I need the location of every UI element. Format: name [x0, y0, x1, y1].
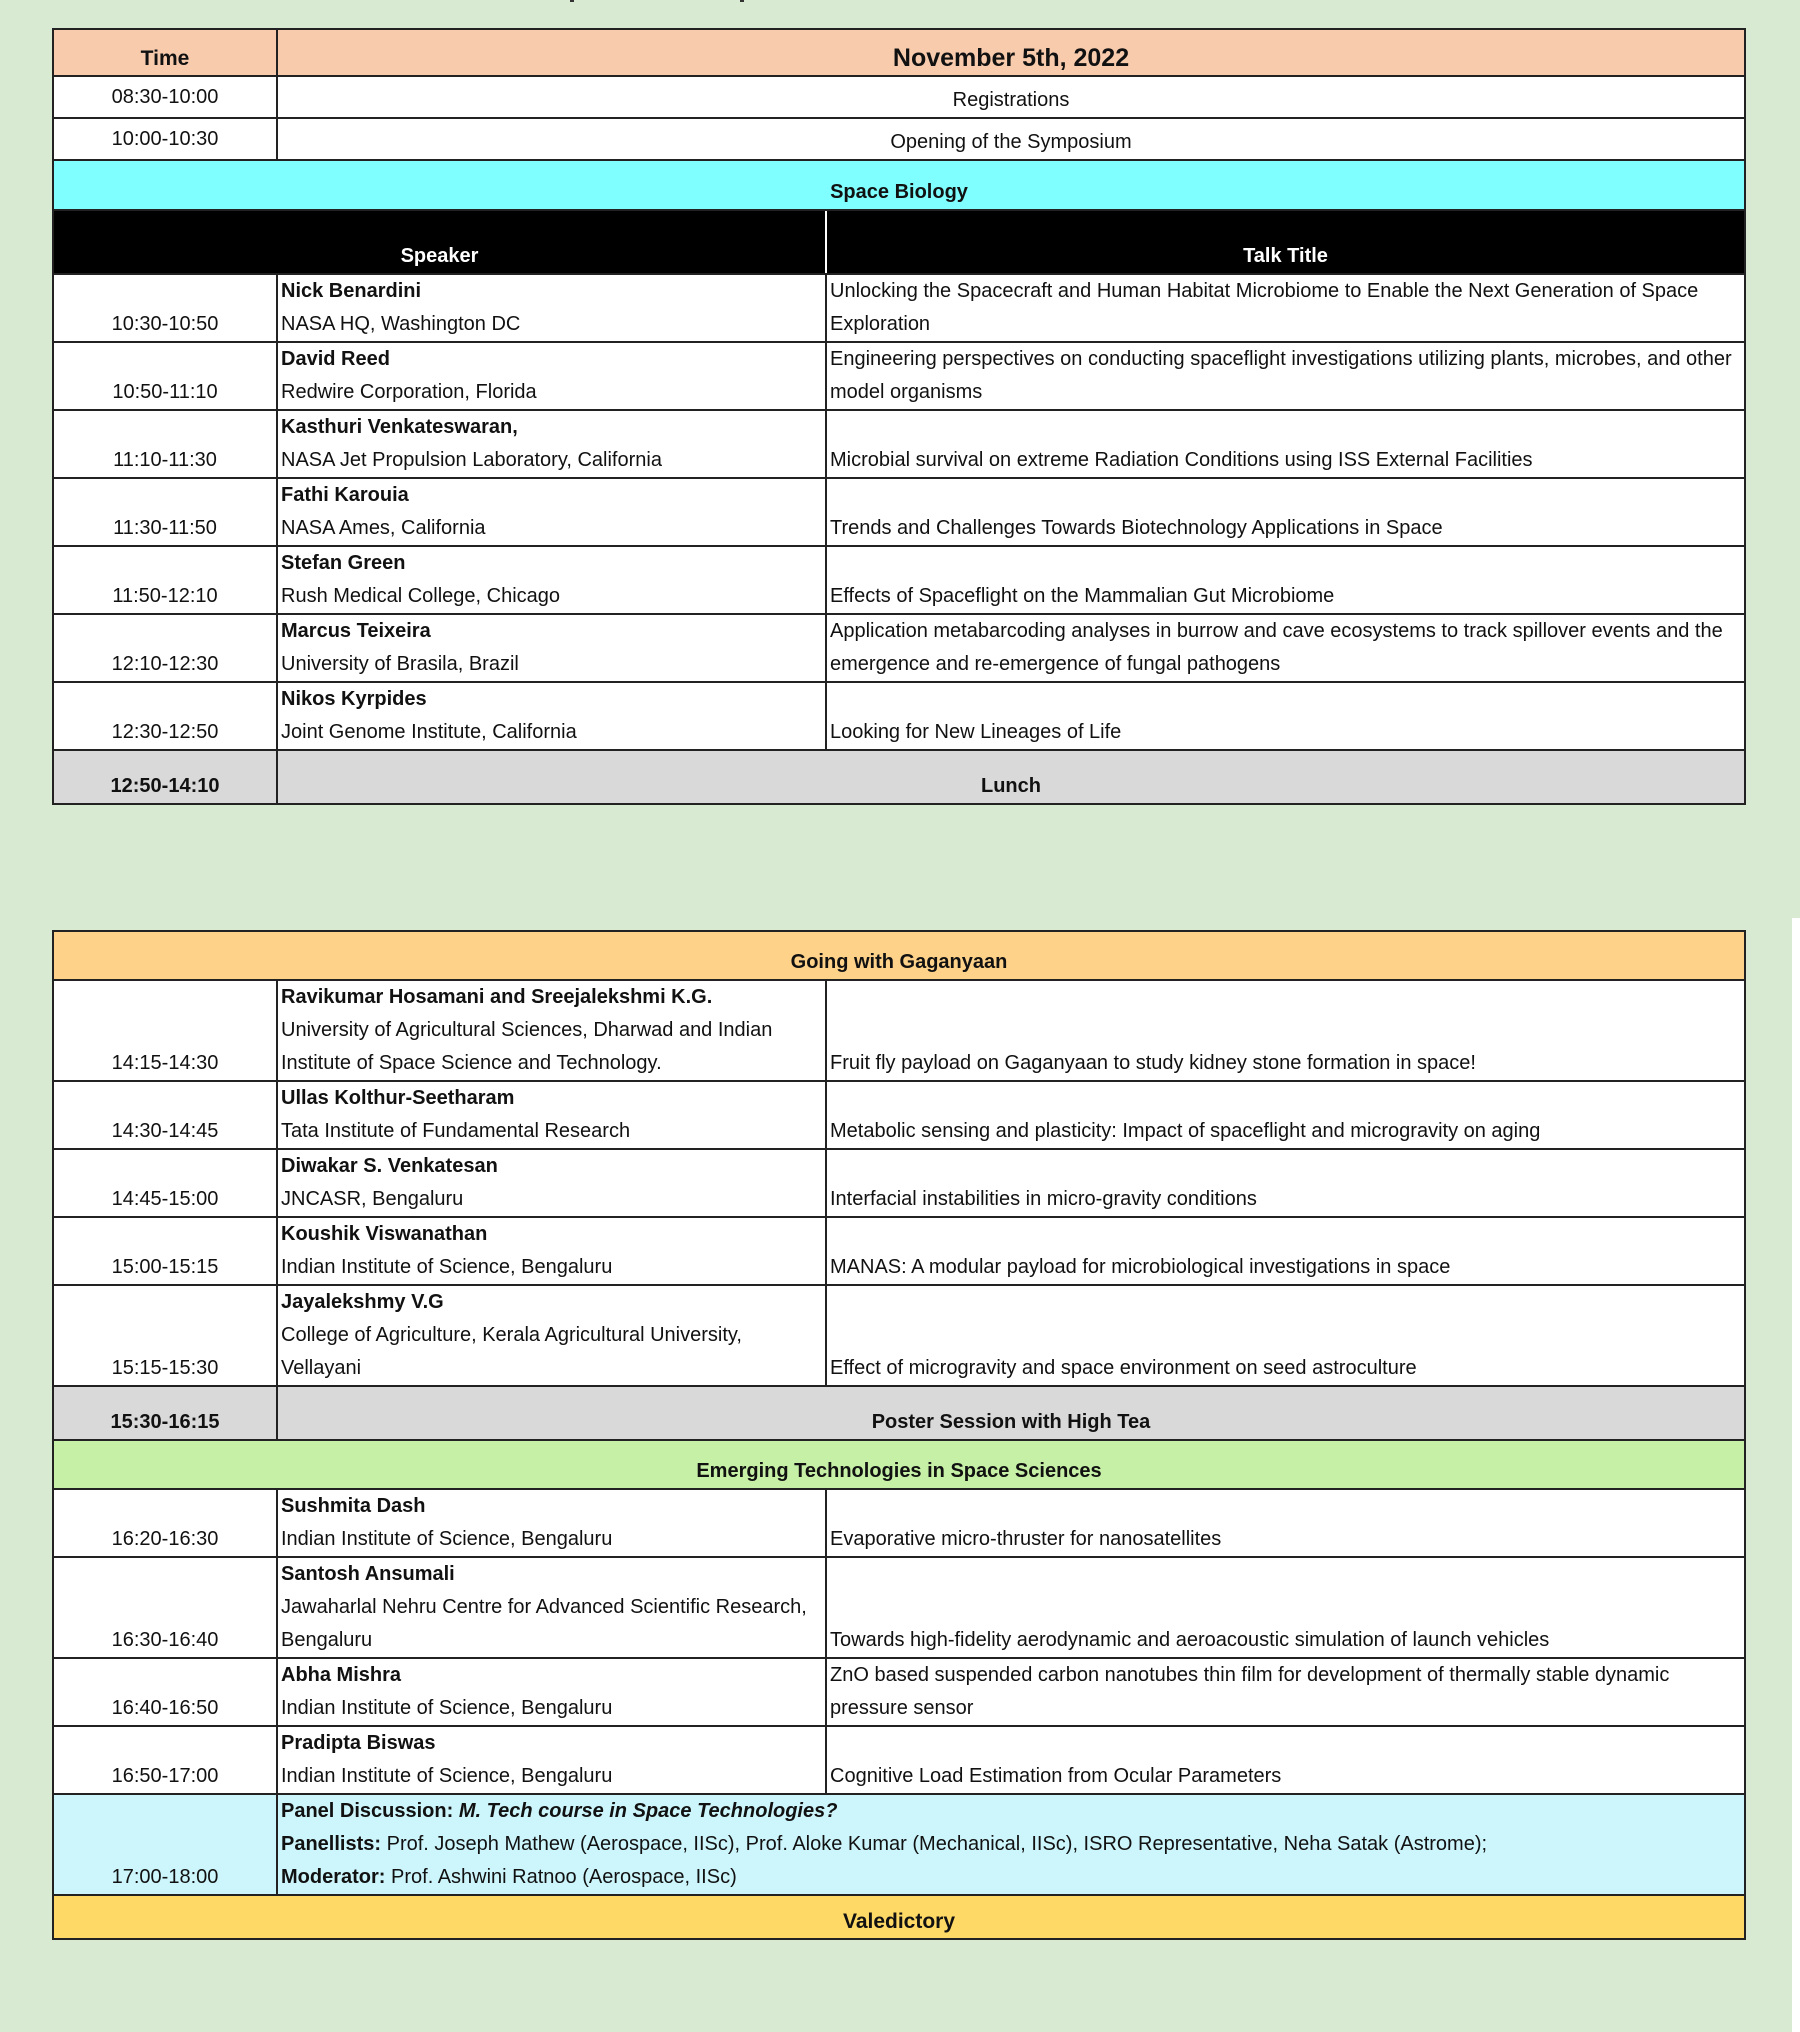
speaker-name: David Reed: [281, 348, 390, 370]
speaker-cell: [277, 342, 826, 410]
speaker-affiliation: Indian Institute of Science, Bengaluru: [281, 1528, 613, 1550]
session-title: Space Biology: [53, 160, 1745, 210]
speaker-cell: [277, 614, 826, 682]
time-cell: 16:40-16:50: [53, 1658, 277, 1726]
speaker-name: Marcus Teixeira: [281, 620, 431, 642]
schedule-table-morning: [52, 28, 1746, 805]
time-cell: 14:45-15:00: [53, 1149, 277, 1217]
break-label: Lunch: [277, 750, 1745, 804]
speaker-affiliation: NASA HQ, Washington DC: [281, 313, 521, 335]
speaker-cell: [277, 1489, 826, 1557]
panellists-label: Panellists:: [281, 1833, 382, 1855]
talk-row: [53, 1149, 1745, 1217]
space-biology-talks: [53, 274, 1745, 750]
speaker-affiliation: Indian Institute of Science, Bengaluru: [281, 1765, 613, 1787]
talk-title-column-header: Talk Title: [826, 210, 1745, 274]
time-cell: 12:50-14:10: [53, 750, 277, 804]
session-header-row: [53, 1440, 1745, 1489]
talk-row: [53, 546, 1745, 614]
closing-label: Valedictory: [53, 1895, 1745, 1939]
talk-title: Effect of microgravity and space environment on seed astroculture: [826, 1285, 1745, 1386]
speaker-name: Koushik Viswanathan: [281, 1223, 488, 1245]
session-header-row: [53, 160, 1745, 210]
time-cell: 16:30-16:40: [53, 1557, 277, 1658]
moderator: Prof. Ashwini Ratnoo (Aerospace, IISc): [391, 1866, 737, 1888]
time-cell: 14:30-14:45: [53, 1081, 277, 1149]
panel-topic-line: [281, 1795, 1741, 1828]
talk-row: [53, 614, 1745, 682]
valedictory-row: [53, 1895, 1745, 1939]
speaker-affiliation: NASA Jet Propulsion Laboratory, California: [281, 449, 662, 471]
speaker-affiliation: Jawaharlal Nehru Centre for Advanced Scientific Research, Bengaluru: [281, 1596, 807, 1651]
speaker-cell: [277, 546, 826, 614]
panel-topic: M. Tech course in Space Technologies?: [458, 1800, 838, 1822]
page-edge: [1792, 918, 1800, 2032]
speaker-cell: [277, 1726, 826, 1794]
time-cell: 15:00-15:15: [53, 1217, 277, 1285]
talk-title: ZnO based suspended carbon nanotubes thin film for development of thermally stable dynamic pressure sensor: [826, 1658, 1745, 1726]
speaker-cell: [277, 478, 826, 546]
talk-row: [53, 1489, 1745, 1557]
panel-discussion-row: [53, 1794, 1745, 1895]
talk-title: Fruit fly payload on Gaganyaan to study kidney stone formation in space!: [826, 980, 1745, 1081]
speaker-name: Fathi Karouia: [281, 484, 409, 506]
speaker-name: Sushmita Dash: [281, 1495, 426, 1517]
time-cell: 16:50-17:00: [53, 1726, 277, 1794]
speaker-name: Diwakar S. Venkatesan: [281, 1155, 498, 1177]
talk-title: MANAS: A modular payload for microbiological investigations in space: [826, 1217, 1745, 1285]
talk-title: Microbial survival on extreme Radiation Conditions using ISS External Facilities: [826, 410, 1745, 478]
time-cell: 15:30-16:15: [53, 1386, 277, 1440]
talk-title: Engineering perspectives on conducting spaceflight investigations utilizing plants, microbes, and other model organisms: [826, 342, 1745, 410]
talk-title: Looking for New Lineages of Life: [826, 682, 1745, 750]
talk-row: [53, 274, 1745, 342]
panel-label: Panel Discussion:: [281, 1800, 454, 1822]
time-cell: 10:50-11:10: [53, 342, 277, 410]
talk-row: [53, 410, 1745, 478]
time-column-header: Time: [53, 29, 277, 76]
date-heading: November 5th, 2022: [277, 29, 1745, 76]
event-cell: Registrations: [277, 76, 1745, 118]
time-cell: 11:30-11:50: [53, 478, 277, 546]
session-title: Emerging Technologies in Space Sciences: [53, 1440, 1745, 1489]
talk-row: [53, 682, 1745, 750]
date-header-row: [53, 29, 1745, 76]
column-header-row: [53, 210, 1745, 274]
talk-row: [53, 980, 1745, 1081]
time-cell: 12:10-12:30: [53, 614, 277, 682]
time-cell: 15:15-15:30: [53, 1285, 277, 1386]
speaker-cell: [277, 1557, 826, 1658]
speaker-affiliation: Redwire Corporation, Florida: [281, 381, 537, 403]
speaker-affiliation: JNCASR, Bengaluru: [281, 1188, 464, 1210]
talk-row: [53, 1658, 1745, 1726]
talk-title: Evaporative micro-thruster for nanosatellites: [826, 1489, 1745, 1557]
speaker-name: Kasthuri Venkateswaran,: [281, 416, 518, 438]
speaker-cell: [277, 1217, 826, 1285]
panellists: Prof. Joseph Mathew (Aerospace, IISc), Prof. Aloke Kumar (Mechanical, IISc), ISRO Representative, Neha Satak (Astrome);: [386, 1833, 1488, 1855]
talk-row: [53, 1081, 1745, 1149]
talk-row: [53, 478, 1745, 546]
speaker-cell: [277, 274, 826, 342]
speaker-affiliation: University of Brasila, Brazil: [281, 653, 519, 675]
talk-title: Effects of Spaceflight on the Mammalian Gut Microbiome: [826, 546, 1745, 614]
session-title: Going with Gaganyaan: [53, 931, 1745, 980]
moderator-label: Moderator:: [281, 1866, 386, 1888]
speaker-affiliation: Indian Institute of Science, Bengaluru: [281, 1256, 613, 1278]
speaker-name: Nick Benardini: [281, 280, 422, 302]
time-cell: 16:20-16:30: [53, 1489, 277, 1557]
speaker-cell: [277, 1658, 826, 1726]
cropped-text-fragment: [570, 0, 574, 2]
speaker-column-header: Speaker: [53, 210, 826, 274]
speaker-cell: [277, 1285, 826, 1386]
speaker-cell: [277, 1081, 826, 1149]
time-cell: 08:30-10:00: [53, 76, 277, 118]
speaker-affiliation: Tata Institute of Fundamental Research: [281, 1120, 631, 1142]
time-cell: 14:15-14:30: [53, 980, 277, 1081]
speaker-affiliation: Joint Genome Institute, California: [281, 721, 577, 743]
speaker-cell: [277, 682, 826, 750]
speaker-affiliation: Rush Medical College, Chicago: [281, 585, 561, 607]
talk-row: [53, 1217, 1745, 1285]
talk-row: [53, 342, 1745, 410]
gaganyaan-talks: [53, 980, 1745, 1386]
talk-title: Application metabarcoding analyses in burrow and cave ecosystems to track spillover events and the emergence and re-emergence of fungal pathogens: [826, 614, 1745, 682]
speaker-name: Jayalekshmy V.G: [281, 1291, 444, 1313]
emerging-tech-talks: [53, 1489, 1745, 1794]
talk-row: [53, 1726, 1745, 1794]
speaker-cell: [277, 1149, 826, 1217]
speaker-name: Pradipta Biswas: [281, 1732, 436, 1754]
speaker-cell: [277, 410, 826, 478]
time-cell: 12:30-12:50: [53, 682, 277, 750]
talk-title: Metabolic sensing and plasticity: Impact of spaceflight and microgravity on aging: [826, 1081, 1745, 1149]
schedule-row: [53, 76, 1745, 118]
lunch-row: [53, 750, 1745, 804]
speaker-cell: [277, 980, 826, 1081]
speaker-name: Ravikumar Hosamani and Sreejalekshmi K.G.: [281, 986, 713, 1008]
speaker-name: Stefan Green: [281, 552, 406, 574]
talk-row: [53, 1285, 1745, 1386]
time-cell: 10:00-10:30: [53, 118, 277, 160]
talk-title: Towards high-fidelity aerodynamic and aeroacoustic simulation of launch vehicles: [826, 1557, 1745, 1658]
moderator-line: [281, 1861, 1741, 1894]
talk-row: [53, 1557, 1745, 1658]
panel-details: [277, 1794, 1745, 1895]
speaker-affiliation: College of Agriculture, Kerala Agricultural University, Vellayani: [281, 1324, 742, 1379]
break-label: Poster Session with High Tea: [277, 1386, 1745, 1440]
event-cell: Opening of the Symposium: [277, 118, 1745, 160]
panellists-line: [281, 1828, 1741, 1861]
time-cell: 11:10-11:30: [53, 410, 277, 478]
cropped-text-fragment: [740, 0, 744, 2]
talk-title: Interfacial instabilities in micro-gravity conditions: [826, 1149, 1745, 1217]
talk-title: Trends and Challenges Towards Biotechnology Applications in Space: [826, 478, 1745, 546]
schedule-row: [53, 118, 1745, 160]
session-header-row: [53, 931, 1745, 980]
talk-title: Unlocking the Spacecraft and Human Habitat Microbiome to Enable the Next Generation of Space Exploration: [826, 274, 1745, 342]
time-cell: 17:00-18:00: [53, 1794, 277, 1895]
schedule-table-afternoon: [52, 930, 1746, 1940]
speaker-affiliation: NASA Ames, California: [281, 517, 486, 539]
speaker-name: Santosh Ansumali: [281, 1563, 455, 1585]
talk-title: Cognitive Load Estimation from Ocular Parameters: [826, 1726, 1745, 1794]
speaker-name: Nikos Kyrpides: [281, 688, 427, 710]
time-cell: 11:50-12:10: [53, 546, 277, 614]
time-cell: 10:30-10:50: [53, 274, 277, 342]
poster-session-row: [53, 1386, 1745, 1440]
speaker-affiliation: Indian Institute of Science, Bengaluru: [281, 1697, 613, 1719]
speaker-affiliation: University of Agricultural Sciences, Dharwad and Indian Institute of Space Science and Technology.: [281, 1019, 773, 1074]
speaker-name: Abha Mishra: [281, 1664, 402, 1686]
speaker-name: Ullas Kolthur-Seetharam: [281, 1087, 515, 1109]
